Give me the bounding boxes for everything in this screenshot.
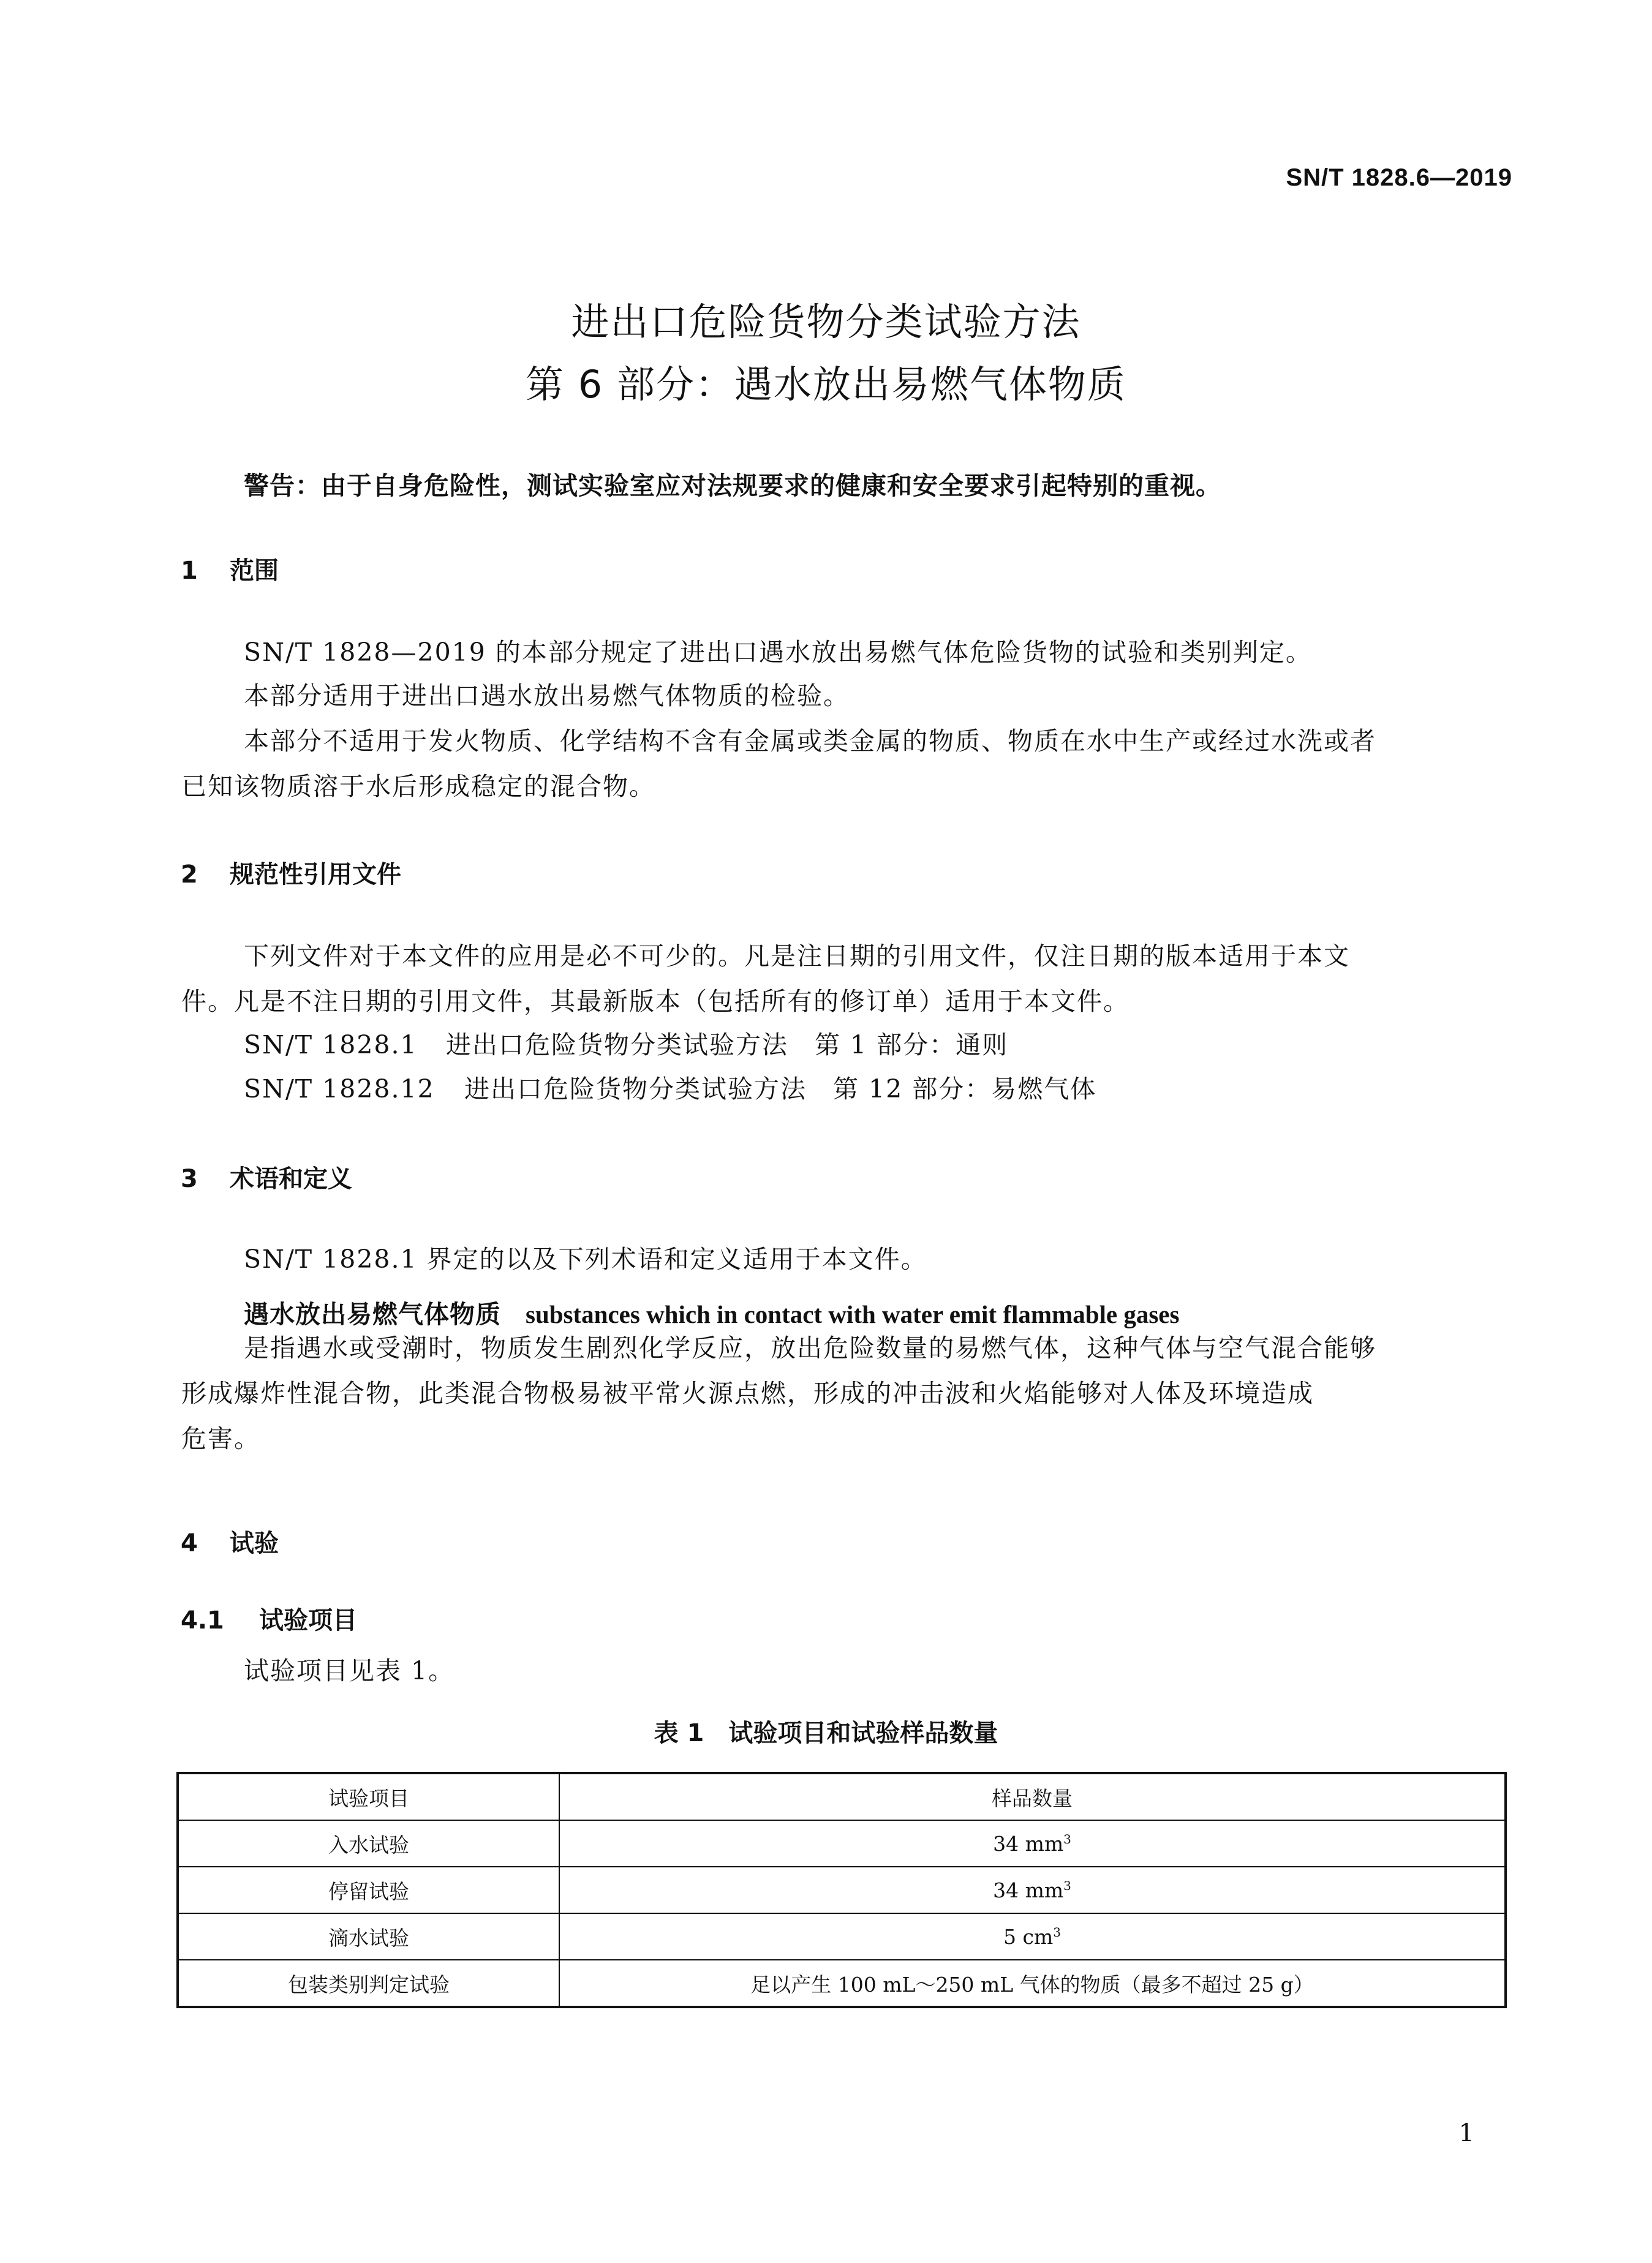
table-header-row	[178, 1773, 1506, 1820]
section-number: 2	[181, 860, 198, 889]
table-row	[178, 1913, 1506, 1960]
sample-quantity-cell: 34 $mm^3$	[559, 1867, 1506, 1913]
section-number: 3	[181, 1165, 198, 1193]
paragraph: 件。凡是不注日期的引用文件，其最新版本（包括所有的修订单）适用于本文件。	[181, 987, 1130, 1016]
term-english: substances which in contact with water emit flammable gases	[526, 1300, 1180, 1328]
section-title: 试验项目	[259, 1606, 357, 1635]
section-2-heading	[181, 855, 401, 890]
reference-code: SN/T 1828.12	[244, 1074, 435, 1104]
table-row	[178, 1867, 1506, 1913]
page-number: 1	[1458, 2119, 1474, 2147]
definition-line: 危害。	[181, 1424, 260, 1453]
test-items-table	[176, 1772, 1507, 2008]
section-title: 规范性引用文件	[230, 860, 401, 889]
test-item-cell: 入水试验	[178, 1820, 559, 1867]
sample-quantity-cell: 34 $mm^3$	[559, 1820, 1506, 1867]
reference-item	[244, 1022, 1506, 1068]
section-1-heading	[181, 551, 279, 586]
definition-line: 是指遇水或受潮时，物质发生剧烈化学反应，放出危险数量的易燃气体，这种气体与空气混合能够	[244, 1333, 1376, 1363]
table-row	[178, 1820, 1506, 1867]
section-4-1-heading	[181, 1601, 357, 1636]
paragraph: 试验项目见表 1。	[244, 1656, 455, 1685]
test-item-cell: 停留试验	[178, 1867, 559, 1913]
document-title-line2: 第 6 部分：遇水放出易燃气体物质	[526, 362, 1126, 407]
column-header: 试验项目	[178, 1773, 559, 1820]
section-number: 4.1	[181, 1606, 224, 1635]
paragraph: 本部分不适用于发火物质、化学结构不含有金属或类金属的物质、物质在水中生产或经过水洗或者	[244, 726, 1376, 756]
section-number: 4	[181, 1529, 198, 1557]
reference-item	[244, 1066, 1506, 1112]
paragraph: 下列文件对于本文件的应用是必不可少的。凡是注日期的引用文件，仅注日期的版本适用于本文	[244, 941, 1350, 971]
section-title: 范围	[230, 557, 279, 585]
paragraph: SN/T 1828—2019 的本部分规定了进出口遇水放出易燃气体危险货物的试验和类别判定。	[244, 638, 1312, 667]
sample-quantity-cell: 足以产生 100 mL～250 mL 气体的物质（最多不超过 25 g）	[559, 1960, 1506, 2007]
paragraph: 已知该物质溶于水后形成稳定的混合物。	[181, 772, 655, 801]
section-title: 试验	[230, 1529, 279, 1557]
reference-title: 进出口危险货物分类试验方法 第 1 部分：通则	[446, 1030, 1009, 1060]
warning-notice: 警告：由于自身危险性，测试实验室应对法规要求的健康和安全要求引起特别的重视。	[244, 471, 1221, 500]
table-caption: 表 1 试验项目和试验样品数量	[654, 1719, 998, 1747]
test-item-cell: 包装类别判定试验	[178, 1960, 559, 2007]
reference-title: 进出口危险货物分类试验方法 第 12 部分：易燃气体	[464, 1074, 1097, 1104]
section-title: 术语和定义	[230, 1165, 352, 1193]
reference-code: SN/T 1828.1	[244, 1030, 418, 1060]
column-header: 样品数量	[559, 1773, 1506, 1820]
definition-line: 形成爆炸性混合物，此类混合物极易被平常火源点燃，形成的冲击波和火焰能够对人体及环境造成	[181, 1379, 1314, 1408]
section-4-heading	[181, 1524, 279, 1559]
term-chinese: 遇水放出易燃气体物质	[244, 1300, 501, 1329]
section-3-heading	[181, 1159, 352, 1194]
section-number: 1	[181, 557, 198, 585]
document-code: SN/T 1828.6—2019	[1286, 164, 1512, 191]
document-title-line1: 进出口危险货物分类试验方法	[571, 299, 1081, 344]
table-row	[178, 1960, 1506, 2007]
sample-quantity-cell: 5 $cm^3$	[559, 1913, 1506, 1960]
paragraph: SN/T 1828.1 界定的以及下列术语和定义适用于本文件。	[244, 1244, 927, 1274]
paragraph: 本部分适用于进出口遇水放出易燃气体物质的检验。	[244, 681, 850, 710]
test-item-cell: 滴水试验	[178, 1913, 559, 1960]
